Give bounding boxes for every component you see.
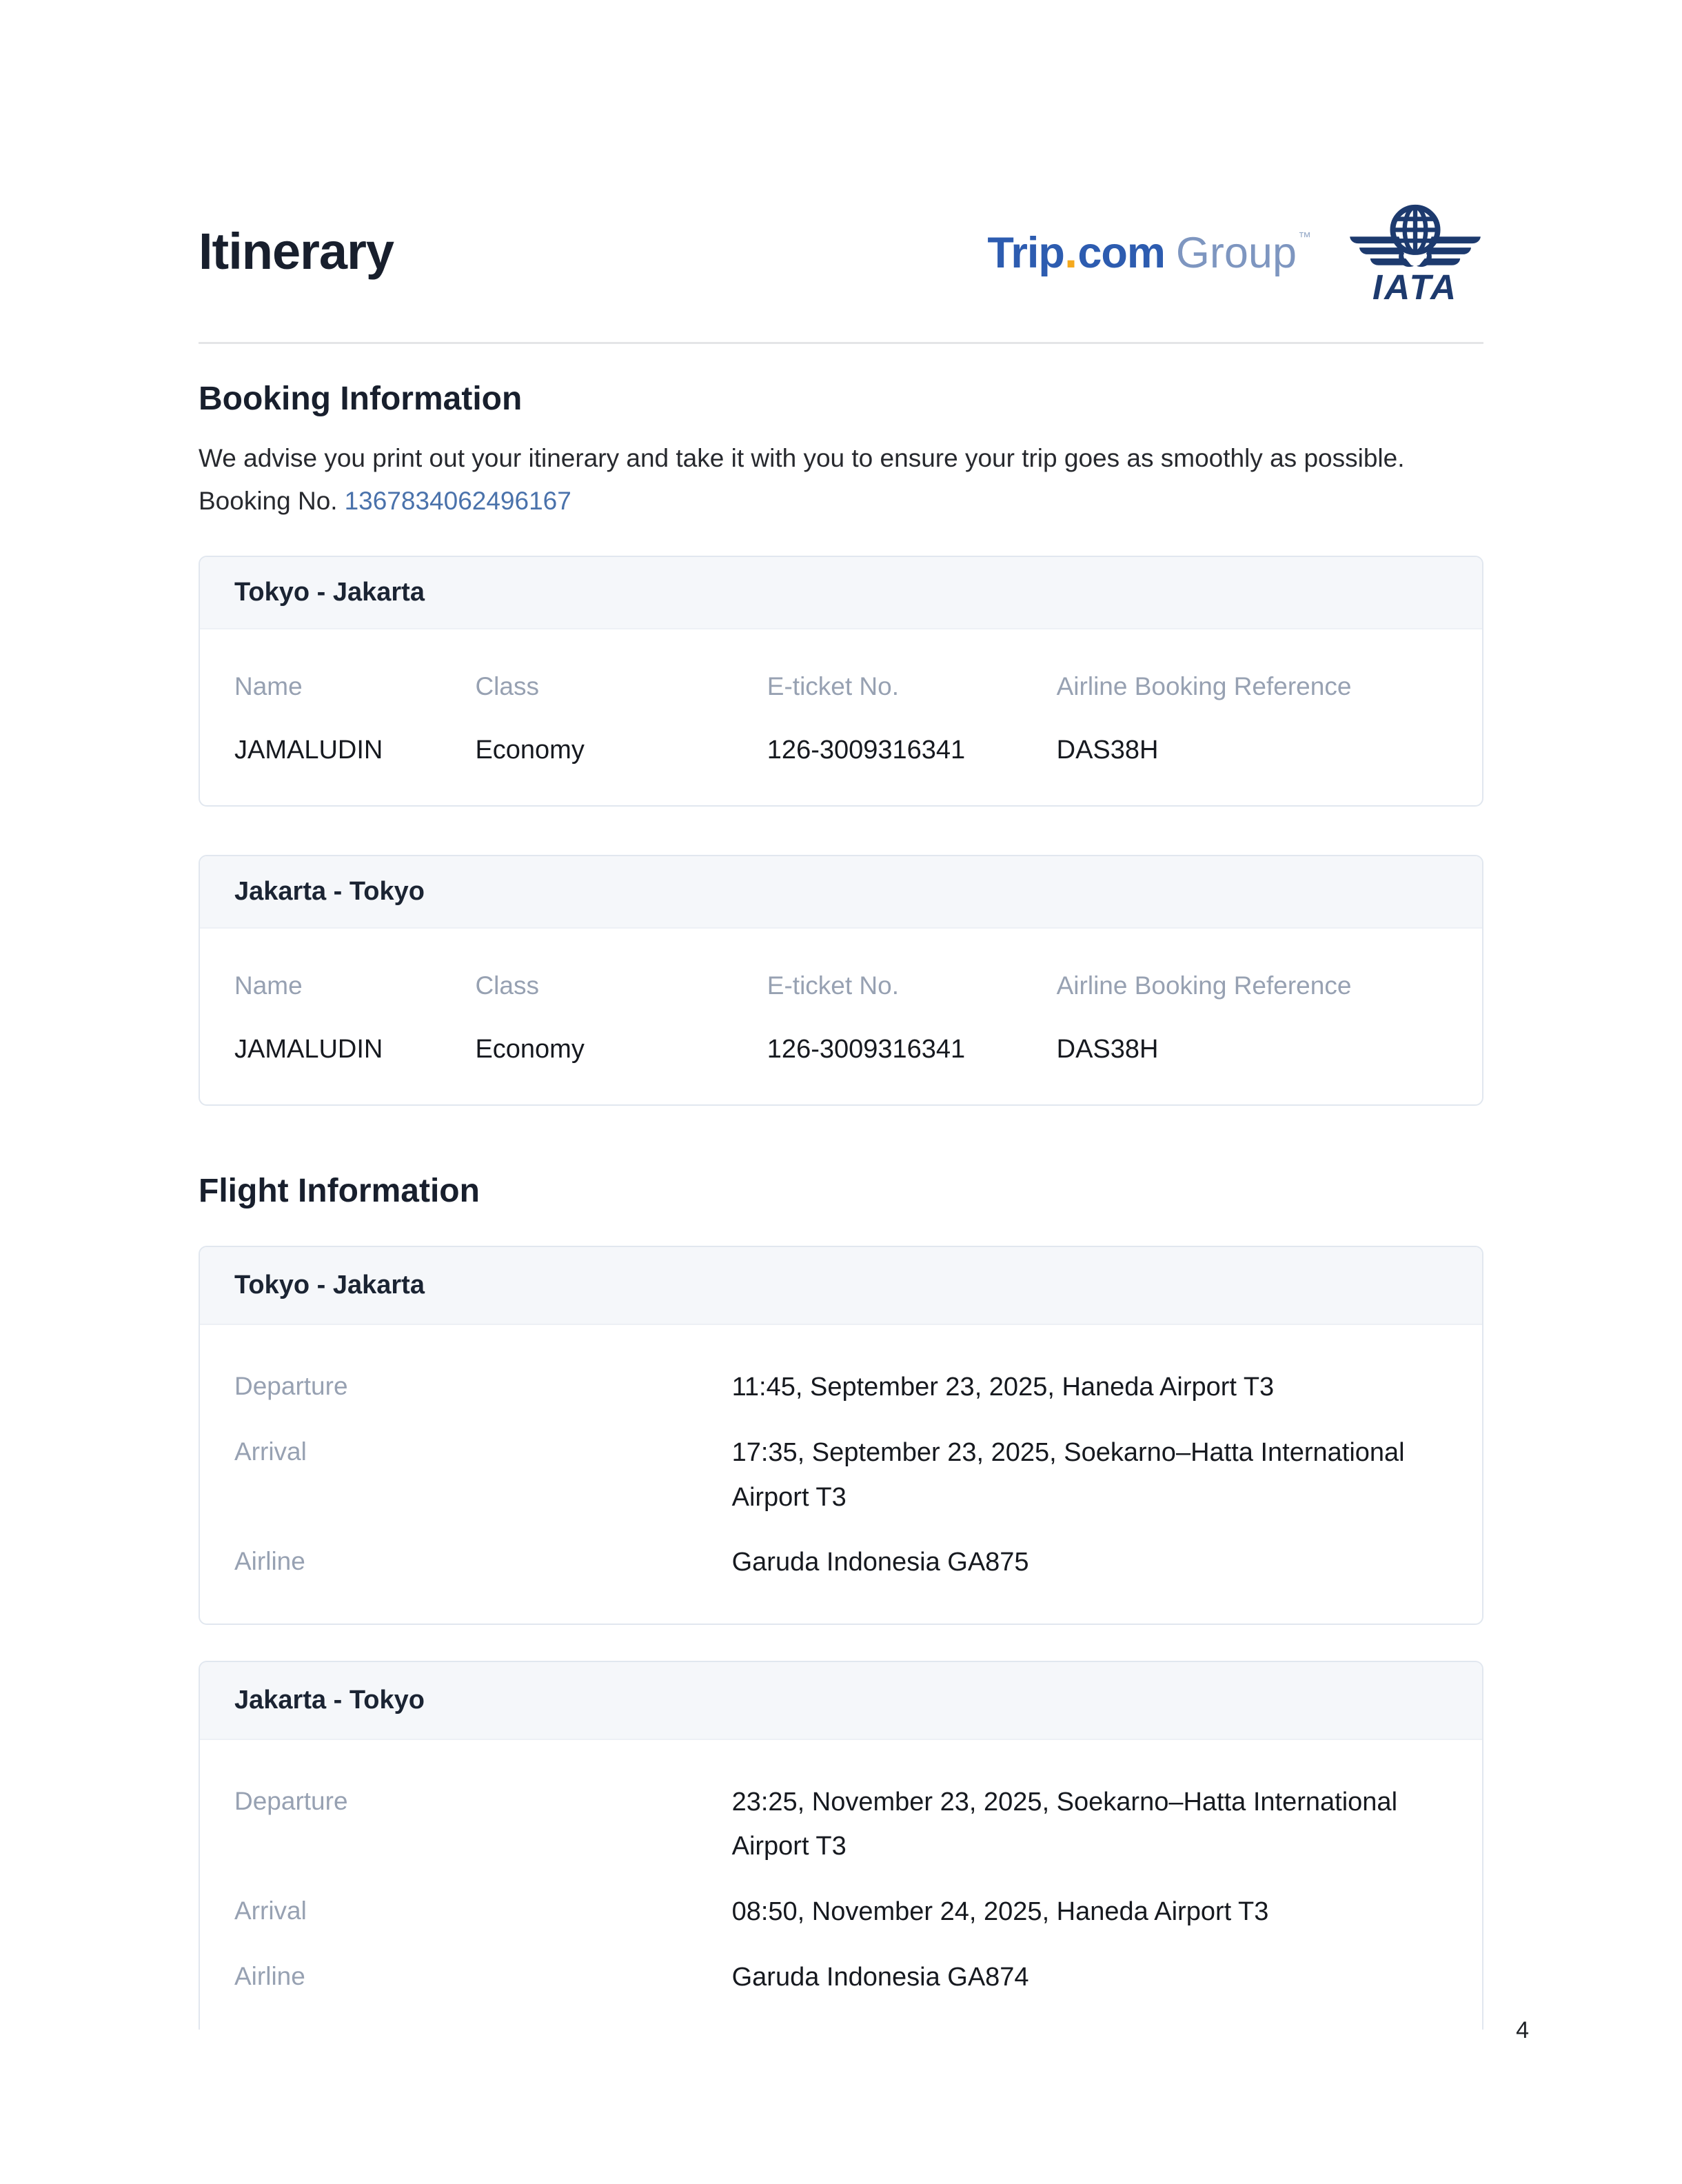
passenger-table-header-row bbox=[234, 672, 1448, 701]
airline-value: Garuda Indonesia GA874 bbox=[731, 1962, 1029, 1992]
flight-card-body bbox=[200, 1325, 1482, 1623]
column-header-eticket: E-ticket No. bbox=[767, 971, 900, 1000]
segment-card-title: Jakarta - Tokyo bbox=[200, 856, 1482, 929]
column-header-reference: Airline Booking Reference bbox=[1056, 672, 1352, 701]
tripcom-logo-dot: . bbox=[1064, 224, 1078, 278]
airline-label: Airline bbox=[234, 1547, 305, 1576]
column-header-name: Name bbox=[234, 971, 303, 1000]
flight-information-section bbox=[199, 1172, 1483, 2030]
booking-information-section bbox=[199, 380, 1483, 1106]
booking-segment-card-tokyo-jakarta bbox=[199, 556, 1483, 807]
passenger-table-header-row bbox=[234, 971, 1448, 1000]
column-header-class: Class bbox=[475, 971, 539, 1000]
departure-row bbox=[234, 1780, 1448, 1869]
booking-number-label: Booking No. bbox=[199, 487, 338, 516]
booking-information-heading: Booking Information bbox=[199, 381, 523, 417]
cabin-class: Economy bbox=[475, 1035, 585, 1064]
arrival-label: Arrival bbox=[234, 1896, 307, 1925]
eticket-number: 126-3009316341 bbox=[767, 1035, 966, 1064]
arrival-label: Arrival bbox=[234, 1437, 307, 1466]
passenger-name: JAMALUDIN bbox=[234, 736, 383, 765]
header-divider bbox=[199, 342, 1483, 344]
trademark-symbol: ™ bbox=[1298, 230, 1311, 245]
segment-card-title: Tokyo - Jakarta bbox=[200, 557, 1482, 629]
flight-segment-card-jakarta-tokyo bbox=[199, 1661, 1483, 2030]
airline-booking-reference: DAS38H bbox=[1056, 1035, 1159, 1064]
iata-logo-text: IATA bbox=[1372, 267, 1458, 303]
flight-information-heading: Flight Information bbox=[199, 1173, 480, 1210]
column-header-name: Name bbox=[234, 672, 303, 701]
page-number: 4 bbox=[1516, 2017, 1529, 2043]
flight-card-body bbox=[200, 1740, 1482, 2030]
segment-card-body bbox=[200, 629, 1482, 805]
airline-value: Garuda Indonesia GA875 bbox=[731, 1548, 1029, 1577]
booking-segment-card-jakarta-tokyo bbox=[199, 855, 1483, 1106]
iata-emblem-icon bbox=[1347, 199, 1483, 303]
departure-value: 11:45, September 23, 2025, Haneda Airport T3 bbox=[731, 1373, 1275, 1402]
page-title: Itinerary bbox=[199, 222, 394, 280]
airline-row bbox=[234, 1955, 1448, 2000]
arrival-value: 17:35, September 23, 2025, Soekarno–Hatta International Airport T3 bbox=[731, 1437, 1405, 1512]
arrival-row bbox=[234, 1430, 1448, 1519]
flight-card-title: Jakarta - Tokyo bbox=[200, 1662, 1482, 1740]
tripcom-group-logo bbox=[987, 224, 1311, 278]
brand-logos bbox=[987, 199, 1483, 303]
tripcom-logo-group: Group bbox=[1175, 229, 1297, 277]
flight-card-title: Tokyo - Jakarta bbox=[200, 1247, 1482, 1325]
passenger-table-row bbox=[234, 736, 1448, 765]
passenger-name: JAMALUDIN bbox=[234, 1035, 383, 1064]
flight-segment-card-tokyo-jakarta bbox=[199, 1246, 1483, 1624]
tripcom-logo-trip: Trip bbox=[987, 229, 1064, 277]
column-header-eticket: E-ticket No. bbox=[767, 672, 900, 701]
eticket-number: 126-3009316341 bbox=[767, 736, 966, 765]
departure-label: Departure bbox=[234, 1372, 348, 1401]
iata-logo bbox=[1347, 199, 1483, 303]
booking-number-value[interactable]: 1367834062496167 bbox=[344, 487, 571, 516]
departure-value: 23:25, November 23, 2025, Soekarno–Hatta International Airport T3 bbox=[731, 1787, 1398, 1861]
departure-row bbox=[234, 1365, 1448, 1410]
arrival-row bbox=[234, 1890, 1448, 1934]
page-header bbox=[199, 0, 1483, 303]
airline-row bbox=[234, 1540, 1448, 1585]
booking-advice-text: We advise you print out your itinerary and take it with you to ensure your trip goes as smoothly as possible. bbox=[199, 444, 1405, 472]
passenger-table-row bbox=[234, 1035, 1448, 1064]
segment-card-body bbox=[200, 929, 1482, 1104]
column-header-reference: Airline Booking Reference bbox=[1056, 971, 1352, 1000]
arrival-value: 08:50, November 24, 2025, Haneda Airport T3 bbox=[731, 1897, 1269, 1926]
cabin-class: Economy bbox=[475, 736, 585, 765]
column-header-class: Class bbox=[475, 672, 539, 701]
booking-number-line bbox=[199, 487, 1483, 516]
airline-label: Airline bbox=[234, 1961, 305, 1990]
departure-label: Departure bbox=[234, 1786, 348, 1815]
tripcom-logo-com: com bbox=[1077, 229, 1165, 277]
airline-booking-reference: DAS38H bbox=[1056, 736, 1159, 765]
